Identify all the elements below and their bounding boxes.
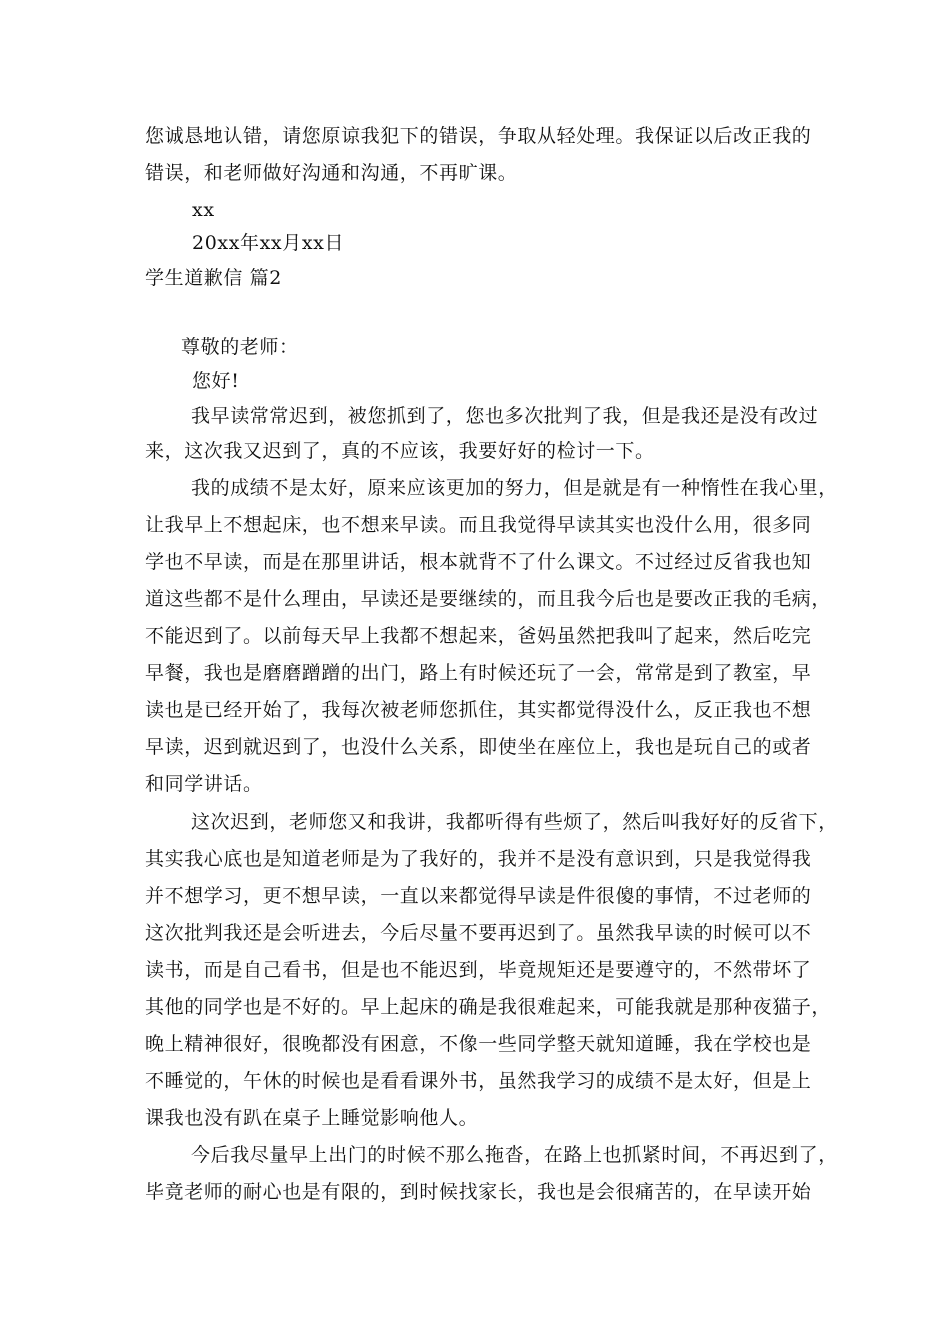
text-line: 并不想学习，更不想早读，一直以来都觉得早读是件很傻的事情，不过老师的 — [145, 885, 812, 907]
section-title: 学生道歉信 篇2 — [145, 267, 282, 289]
signature-date: 20xx年xx月xx日 — [192, 232, 345, 254]
text-line: 这次迟到，老师您又和我讲，我都听得有些烦了，然后叫我好好的反省下， — [191, 811, 838, 833]
text-line: 道这些都不是什么理由，早读还是要继续的，而且我今后也是要改正我的毛病， — [145, 588, 832, 610]
text-line: 和同学讲话。 — [145, 773, 263, 795]
text-line: 毕竟老师的耐心也是有限的，到时候找家长，我也是会很痛苦的，在早读开始 — [145, 1181, 812, 1203]
text-line: 其他的同学也是不好的。早上起床的确是我很难起来，可能我就是那种夜猫子， — [145, 996, 832, 1018]
greeting: 您好! — [192, 370, 240, 392]
text-line: 其实我心底也是知道老师是为了我好的，我并不是没有意识到，只是我觉得我 — [145, 848, 812, 870]
text-line: 来，这次我又迟到了，真的不应该，我要好好的检讨一下。 — [145, 440, 655, 462]
text-line: 让我早上不想起床，也不想来早读。而且我觉得早读其实也没什么用，很多同 — [145, 514, 812, 536]
text-line: 课我也没有趴在桌子上睡觉影响他人。 — [145, 1107, 479, 1129]
text-line: 晚上精神很好，很晚都没有困意，不像一些同学整天就知道睡，我在学校也是 — [145, 1033, 812, 1055]
text-line: 不睡觉的，午休的时候也是看看课外书，虽然我学习的成绩不是太好，但是上 — [145, 1070, 812, 1092]
text-line: 错误，和老师做好沟通和沟通，不再旷课。 — [145, 162, 518, 184]
text-line: 今后我尽量早上出门的时候不那么拖沓，在路上也抓紧时间，不再迟到了， — [191, 1144, 838, 1166]
text-line: 读书，而是自己看书，但是也不能迟到，毕竟规矩还是要遵守的，不然带坏了 — [145, 959, 812, 981]
text-line: 早读，迟到就迟到了，也没什么关系，即使坐在座位上，我也是玩自己的或者 — [145, 736, 812, 758]
text-line: 我早读常常迟到，被您抓到了，您也多次批判了我，但是我还是没有改过 — [191, 405, 819, 427]
text-line: 不能迟到了。以前每天早上我都不想起来，爸妈虽然把我叫了起来，然后吃完 — [145, 625, 812, 647]
text-line: 您诚恳地认错，请您原谅我犯下的错误，争取从轻处理。我保证以后改正我的 — [145, 125, 812, 147]
text-line: 早餐，我也是磨磨蹭蹭的出门，路上有时候还玩了一会，常常是到了教室，早 — [145, 662, 812, 684]
text-line: 读也是已经开始了，我每次被老师您抓住，其实都觉得没什么，反正我也不想 — [145, 699, 812, 721]
text-line: 我的成绩不是太好，原来应该更加的努力，但是就是有一种惰性在我心里， — [191, 477, 838, 499]
signature-name: xx — [192, 199, 215, 221]
text-line: 学也不早读，而是在那里讲话，根本就背不了什么课文。不过经过反省我也知 — [145, 551, 812, 573]
text-line: 这次批判我还是会听进去，今后尽量不要再迟到了。虽然我早读的时候可以不 — [145, 922, 812, 944]
salutation: 尊敬的老师： — [181, 336, 299, 358]
